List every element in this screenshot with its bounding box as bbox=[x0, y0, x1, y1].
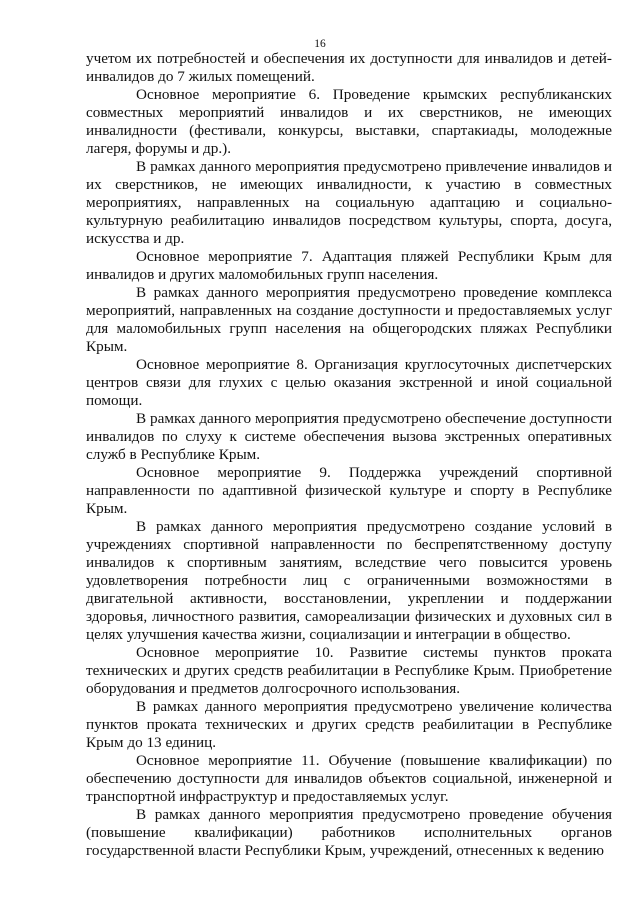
page-number: 16 bbox=[314, 38, 326, 50]
paragraph-activity-8-description: В рамках данного мероприятия предусмотрено обеспечение доступности инвалидов по слуху к системе обеспечения вызова экстренных оперативных служб в Республике Крым. bbox=[86, 410, 612, 463]
paragraph-activity-6-title: Основное мероприятие 6. Проведение крымских республиканских совместных мероприятий инвалидов и их сверстников, не имеющих инвалидности (фестивали, конкурсы, выставки, спартакиады, молодежные лагеря, форумы и др.). bbox=[86, 86, 612, 157]
paragraph-activity-10-title: Основное мероприятие 10. Развитие системы пунктов проката технических и других средств реабилитации в Республике Крым. Приобретение оборудования и предметов долгосрочного использования. bbox=[86, 644, 612, 697]
paragraph-activity-10-description: В рамках данного мероприятия предусмотрено увеличение количества пунктов проката технических и других средств реабилитации в Республике Крым до 13 единиц. bbox=[86, 698, 612, 751]
paragraph-activity-11-description: В рамках данного мероприятия предусмотрено проведение обучения (повышение квалификации) работников исполнительных органов государственной власти Республики Крым, учреждений, отнесенных к ведению bbox=[86, 806, 612, 859]
document-body bbox=[86, 50, 612, 860]
paragraph-activity-6-description: В рамках данного мероприятия предусмотрено привлечение инвалидов и их сверстников, не имеющих инвалидности, к участию в совместных мероприятиях, направленных на социальную адаптацию и социально-культурную реабилитацию инвалидов посредством культуры, спорта, досуга, искусства и др. bbox=[86, 158, 612, 247]
paragraph-activity-8-title: Основное мероприятие 8. Организация круглосуточных диспетчерских центров связи для глухих с целью оказания экстренной и иной социальной помощи. bbox=[86, 356, 612, 409]
paragraph-continuation: учетом их потребностей и обеспечения их доступности для инвалидов и детей-инвалидов до 7 жилых помещений. bbox=[86, 50, 612, 85]
paragraph-activity-9-title: Основное мероприятие 9. Поддержка учреждений спортивной направленности по адаптивной физической культуре и спорту в Республике Крым. bbox=[86, 464, 612, 517]
paragraph-activity-9-description: В рамках данного мероприятия предусмотрено создание условий в учреждениях спортивной направленности по беспрепятственному доступу инвалидов к спортивным занятиям, вследствие чего повысится уровень удовлетворения потребности лиц с ограниченными возможностями в двигательной активности, восстановлении, укреплении и поддержании здоровья, личностного развития, самореализации физических и духовных сил в целях улучшения качества жизни, социализации и интеграции в общество. bbox=[86, 518, 612, 643]
paragraph-activity-11-title: Основное мероприятие 11. Обучение (повышение квалификации) по обеспечению доступности для инвалидов объектов социальной, инженерной и транспортной инфраструктур и предоставляемых услуг. bbox=[86, 752, 612, 805]
paragraph-activity-7-description: В рамках данного мероприятия предусмотрено проведение комплекса мероприятий, направленных на создание доступности и предоставляемых услуг для маломобильных групп населения на общегородских пляжах Республики Крым. bbox=[86, 284, 612, 355]
paragraph-activity-7-title: Основное мероприятие 7. Адаптация пляжей Республики Крым для инвалидов и других маломобильных групп населения. bbox=[86, 248, 612, 283]
